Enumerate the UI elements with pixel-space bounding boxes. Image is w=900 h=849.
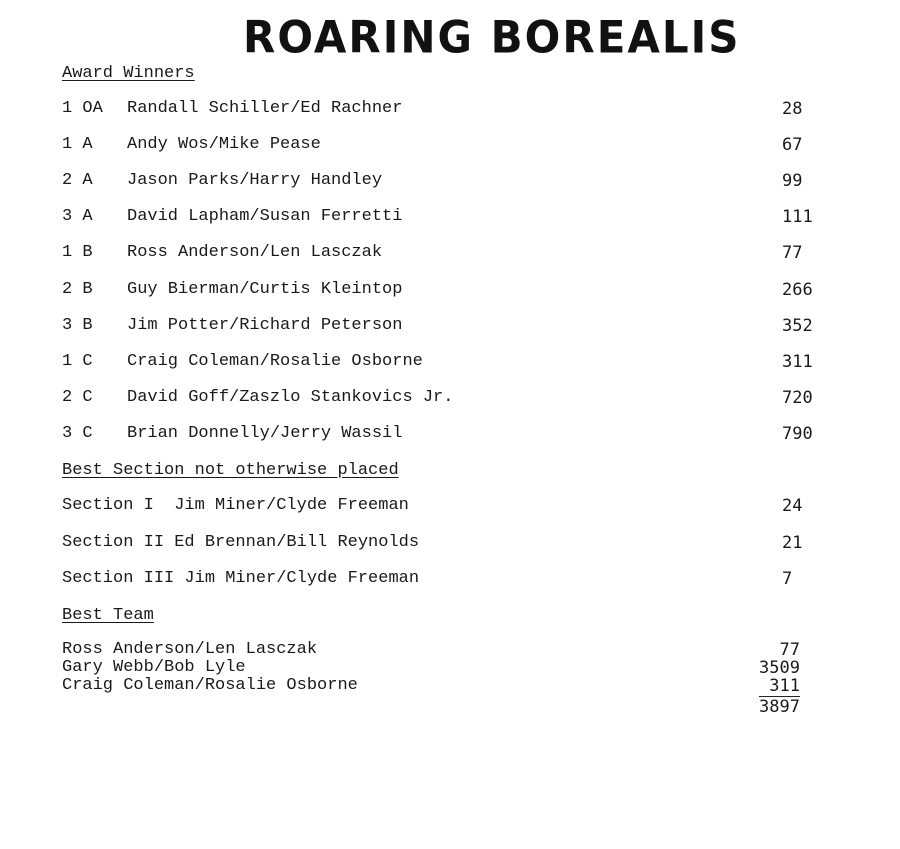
award-score: 790 — [782, 424, 813, 444]
award-score: 266 — [782, 280, 813, 300]
award-place: 1 OA — [62, 99, 103, 118]
team-row — [62, 677, 842, 695]
award-score: 352 — [782, 316, 813, 336]
award-score: 67 — [782, 135, 803, 155]
best-team-list — [62, 641, 842, 695]
section-text: Section III Jim Miner/Clyde Freeman — [62, 569, 420, 588]
award-row — [62, 315, 842, 337]
award-score: 111 — [782, 207, 813, 227]
award-winners-heading: Award Winners — [62, 64, 195, 83]
section-text: Section II Ed Brennan/Bill Reynolds — [62, 533, 420, 552]
award-names: Randall Schiller/Ed Rachner — [127, 99, 403, 118]
award-names: David Lapham/Susan Ferretti — [127, 207, 403, 226]
award-row — [62, 387, 842, 409]
award-score: 311 — [782, 352, 813, 372]
award-names: Jim Potter/Richard Peterson — [127, 316, 403, 335]
section-text: Section I Jim Miner/Clyde Freeman — [62, 496, 409, 515]
award-place: 3 B — [62, 316, 93, 335]
team-score: 77 — [779, 640, 800, 660]
award-score: 720 — [782, 388, 813, 408]
award-score: 99 — [782, 171, 803, 191]
team-score: 311 — [769, 676, 800, 696]
award-place: 3 C — [62, 424, 93, 443]
award-row — [62, 134, 842, 156]
award-place: 2 B — [62, 280, 93, 299]
best-team-heading: Best Team — [62, 606, 154, 625]
award-place: 1 A — [62, 135, 93, 154]
award-row — [62, 98, 842, 120]
team-score: 3509 — [759, 658, 800, 678]
team-row — [62, 641, 842, 659]
team-total-row — [62, 696, 842, 716]
award-names: Ross Anderson/Len Lasczak — [127, 243, 383, 262]
section-score: 24 — [782, 496, 803, 516]
team-names: Gary Webb/Bob Lyle — [62, 658, 246, 677]
award-row — [62, 279, 842, 301]
team-names: Ross Anderson/Len Lasczak — [62, 640, 318, 659]
section-row — [62, 495, 842, 517]
award-row — [62, 351, 842, 373]
award-row — [62, 242, 842, 264]
team-row — [62, 659, 842, 677]
section-score: 7 — [782, 569, 793, 589]
document-title: ROARING BOREALIS — [243, 11, 741, 64]
award-row — [62, 423, 842, 445]
award-place: 3 A — [62, 207, 93, 226]
section-row — [62, 532, 842, 554]
section-score: 21 — [782, 533, 803, 553]
section-row — [62, 568, 842, 590]
award-row — [62, 170, 842, 192]
award-names: Brian Donnelly/Jerry Wassil — [127, 424, 403, 443]
award-place: 2 C — [62, 388, 93, 407]
award-names: David Goff/Zaszlo Stankovics Jr. — [127, 388, 454, 407]
award-score: 28 — [782, 99, 803, 119]
team-names: Craig Coleman/Rosalie Osborne — [62, 676, 358, 695]
award-names: Andy Wos/Mike Pease — [127, 135, 321, 154]
award-place: 1 B — [62, 243, 93, 262]
best-section-heading: Best Section not otherwise placed — [62, 461, 399, 480]
award-place: 2 A — [62, 171, 93, 190]
award-score: 77 — [782, 243, 803, 263]
award-row — [62, 206, 842, 228]
award-names: Jason Parks/Harry Handley — [127, 171, 383, 190]
award-place: 1 C — [62, 352, 93, 371]
award-names: Guy Bierman/Curtis Kleintop — [127, 280, 403, 299]
team-total-score: 3897 — [759, 697, 800, 717]
award-names: Craig Coleman/Rosalie Osborne — [127, 352, 423, 371]
